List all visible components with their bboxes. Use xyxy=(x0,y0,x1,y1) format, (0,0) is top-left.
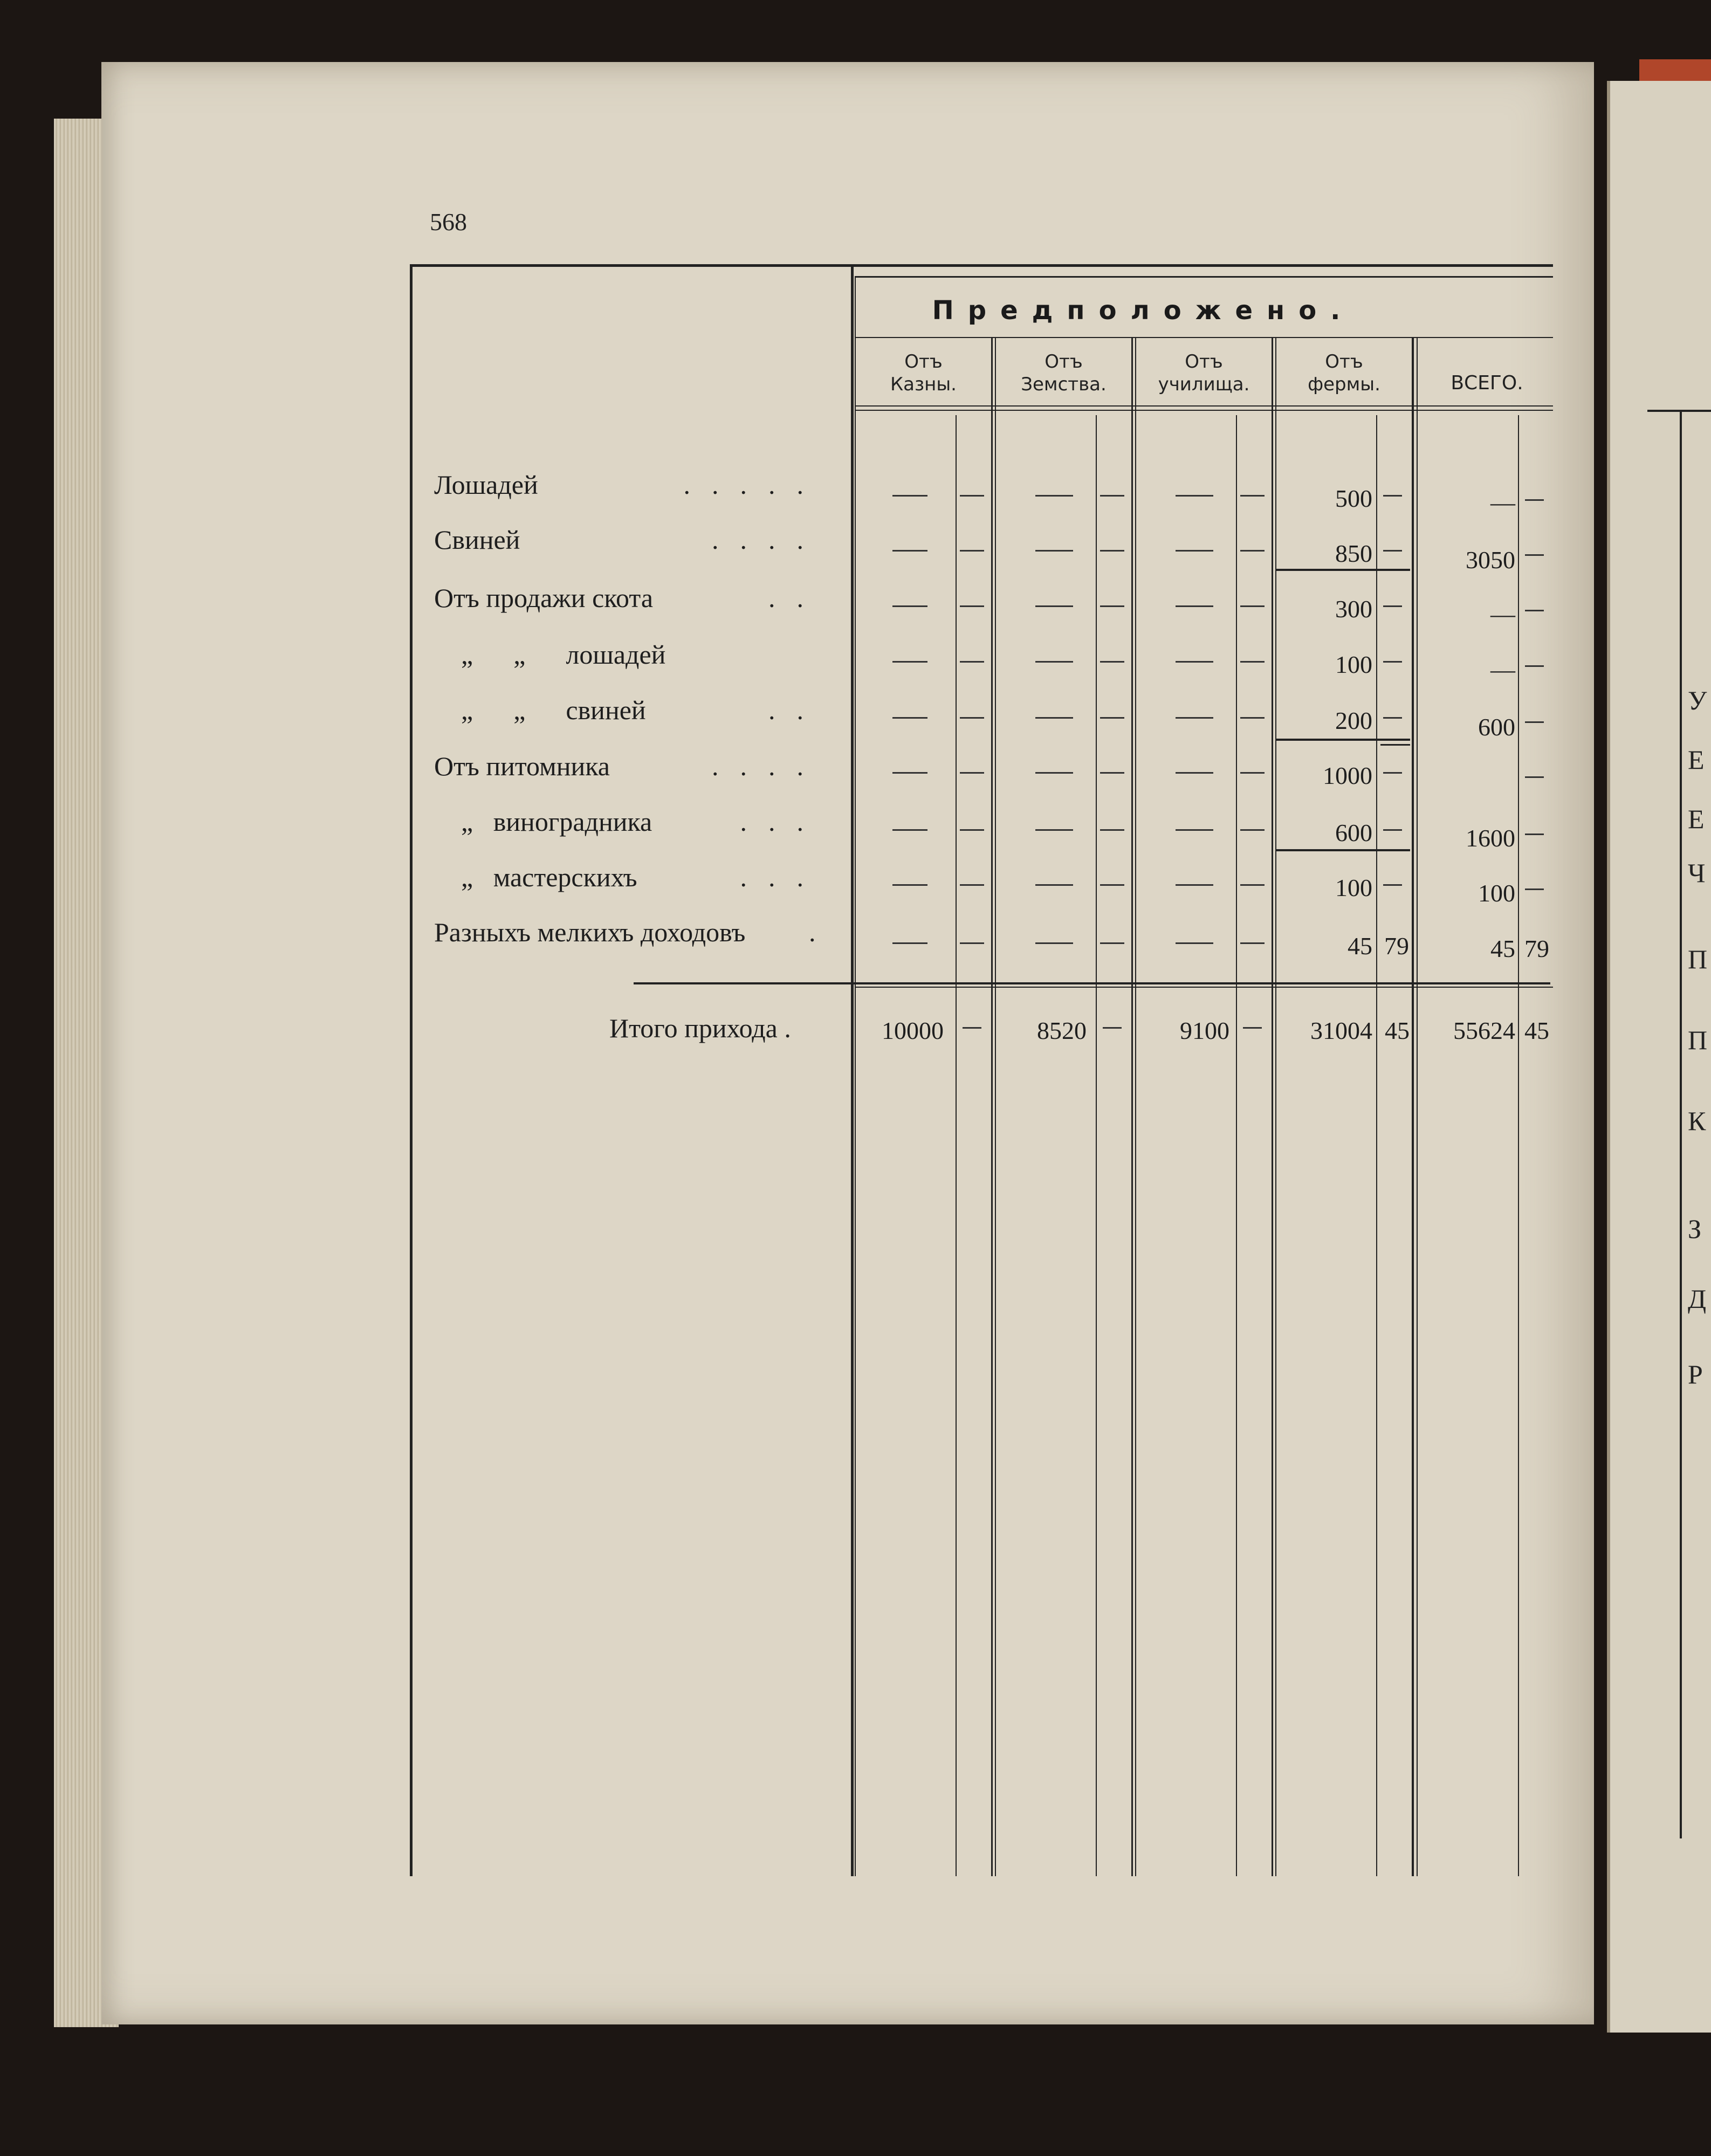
col-rule xyxy=(991,337,993,1876)
empty-cell-dash xyxy=(1240,772,1265,774)
total-all-kopeck: 45 xyxy=(1524,1017,1549,1044)
table-top-inner-rule xyxy=(855,276,1553,278)
subtotal-rule xyxy=(1275,569,1410,571)
empty-cell-dash xyxy=(1240,884,1265,886)
empty-cell-dash xyxy=(1176,717,1213,719)
empty-cell-dash xyxy=(960,495,984,497)
empty-cell-dash xyxy=(1035,605,1073,607)
empty-cell-dash xyxy=(1383,495,1402,497)
kopeck-rule xyxy=(956,415,957,1876)
empty-cell-dash xyxy=(1176,605,1213,607)
row-label: „ мастерскихъ xyxy=(461,862,637,892)
right-page-letter: Р xyxy=(1688,1359,1703,1389)
empty-cell-dash xyxy=(1240,495,1265,497)
table-top-rule xyxy=(410,264,1553,267)
total-all: 55624 xyxy=(1453,1017,1515,1044)
leader-dots: .... xyxy=(712,751,825,781)
empty-cell-dash xyxy=(1525,888,1544,890)
cell-ferm: 1000 xyxy=(1323,762,1372,789)
right-page-letter: Е xyxy=(1688,745,1705,775)
empty-cell-dash xyxy=(1383,661,1402,663)
right-page-letter: Ч xyxy=(1688,858,1706,888)
empty-cell-dash xyxy=(1035,717,1073,719)
empty-cell-dash xyxy=(1176,661,1213,663)
empty-cell-dash xyxy=(1176,772,1213,774)
total-ferm: 31004 xyxy=(1310,1017,1372,1044)
cell-ferm: 300 xyxy=(1335,595,1372,623)
empty-cell-dash xyxy=(1176,942,1213,944)
row-label: Свиней xyxy=(434,525,520,555)
col-rule xyxy=(1417,337,1418,1876)
kopeck-rule xyxy=(1096,415,1097,1876)
row-label: Отъ продажи скота xyxy=(434,583,654,613)
empty-cell-dash xyxy=(892,772,927,774)
empty-cell-dash xyxy=(1035,942,1073,944)
total-label: Итого прихода . xyxy=(609,1013,791,1043)
row-label: Отъ питомника xyxy=(434,751,610,781)
empty-cell-dash xyxy=(960,829,984,831)
empty-cell-dash xyxy=(892,495,927,497)
empty-cell-dash xyxy=(892,717,927,719)
right-page-letter: У xyxy=(1688,685,1707,715)
empty-cell-dash xyxy=(1383,829,1402,831)
cell-ferm-kopeck: 79 xyxy=(1384,932,1409,960)
empty-cell-dash xyxy=(1035,495,1073,497)
empty-cell-dash xyxy=(892,942,927,944)
table-label-rule xyxy=(851,264,854,1876)
column-header-zemstvo: Отъ Земства. xyxy=(1021,351,1107,395)
empty-cell-dash xyxy=(960,717,984,719)
total-zemstvo: 8520 xyxy=(1037,1017,1087,1044)
cell-total: 100 xyxy=(1478,879,1515,907)
empty-cell-dash xyxy=(1525,499,1544,501)
right-page-letter: Д xyxy=(1688,1284,1707,1314)
empty-cell-dash xyxy=(892,884,927,886)
empty-cell-dash xyxy=(1240,605,1265,607)
empty-cell-dash xyxy=(1035,550,1073,552)
empty-cell-dash xyxy=(963,1027,981,1029)
empty-cell-dash xyxy=(1240,942,1265,944)
row-label: „ „ лошадей xyxy=(461,639,666,670)
empty-cell-dash xyxy=(892,829,927,831)
right-page-rule xyxy=(1647,410,1711,412)
empty-cell-dash xyxy=(960,942,984,944)
cell-total: — xyxy=(1490,656,1515,683)
empty-cell-dash xyxy=(1383,605,1402,607)
table-label-rule-2 xyxy=(855,276,856,1876)
empty-cell-dash xyxy=(1525,665,1544,667)
empty-cell-dash xyxy=(1100,829,1124,831)
empty-cell-dash xyxy=(1525,554,1544,556)
empty-cell-dash xyxy=(1100,772,1124,774)
cell-total: — xyxy=(1490,600,1515,628)
table-title: Предположено. xyxy=(932,295,1355,326)
total-rule xyxy=(634,982,1550,984)
empty-cell-dash xyxy=(1035,829,1073,831)
empty-cell-dash xyxy=(1100,942,1124,944)
empty-cell-dash xyxy=(1100,884,1124,886)
row-label: „ виноградника xyxy=(461,807,652,837)
cell-ferm: 850 xyxy=(1335,540,1372,567)
column-header-total: ВСЕГО. xyxy=(1451,372,1523,394)
cell-total: — xyxy=(1490,488,1515,516)
col-rule xyxy=(1412,337,1414,1876)
empty-cell-dash xyxy=(1176,829,1213,831)
empty-cell-dash xyxy=(1176,884,1213,886)
leader-dots: ..... xyxy=(683,470,825,500)
empty-cell-dash xyxy=(1240,829,1265,831)
empty-cell-dash xyxy=(960,884,984,886)
empty-cell-dash xyxy=(1176,550,1213,552)
empty-cell-dash xyxy=(960,550,984,552)
cell-total: 3050 xyxy=(1466,546,1515,574)
cell-ferm: 500 xyxy=(1335,485,1372,512)
empty-cell-dash xyxy=(1240,661,1265,663)
col-rule xyxy=(1131,337,1133,1876)
col-rule xyxy=(995,337,996,1876)
right-page-letter: К xyxy=(1688,1106,1706,1136)
total-rule-2 xyxy=(855,987,1553,988)
row-label: Лошадей xyxy=(434,470,538,500)
empty-cell-dash xyxy=(1383,884,1402,886)
empty-cell-dash xyxy=(1525,776,1544,778)
subtotal-rule xyxy=(1275,849,1410,851)
leader-dots: .... xyxy=(712,525,825,555)
cell-total-kopeck: 79 xyxy=(1524,935,1549,962)
leader-dots: ... xyxy=(740,807,825,837)
subtotal-rule xyxy=(1275,739,1410,741)
right-page-letter: П xyxy=(1688,1025,1708,1055)
column-header-kazna: Отъ Казны. xyxy=(890,351,957,395)
empty-cell-dash xyxy=(1100,605,1124,607)
cell-total: 45 xyxy=(1490,935,1515,962)
right-page-letter: П xyxy=(1688,944,1708,974)
right-page-letter: З xyxy=(1688,1214,1702,1244)
empty-cell-dash xyxy=(1240,717,1265,719)
table-left-rule xyxy=(410,264,413,1876)
empty-cell-dash xyxy=(1103,1027,1122,1029)
empty-cell-dash xyxy=(1525,834,1544,835)
empty-cell-dash xyxy=(1035,884,1073,886)
leader-dots: . xyxy=(809,917,837,947)
empty-cell-dash xyxy=(1525,721,1544,723)
cell-ferm: 100 xyxy=(1335,874,1372,901)
row-label: Разныхъ мелкихъ доходовъ xyxy=(434,917,746,947)
col-rule xyxy=(1272,337,1273,1876)
right-page-vrule xyxy=(1680,410,1682,1838)
leader-dots: .. xyxy=(768,695,825,725)
empty-cell-dash xyxy=(1035,661,1073,663)
cell-total: 1600 xyxy=(1466,824,1515,852)
kopeck-rule xyxy=(1236,415,1237,1876)
empty-cell-dash xyxy=(960,605,984,607)
empty-cell-dash xyxy=(1383,717,1402,719)
cell-ferm: 45 xyxy=(1348,932,1372,960)
total-kazna: 10000 xyxy=(882,1017,944,1044)
empty-cell-dash xyxy=(892,661,927,663)
empty-cell-dash xyxy=(892,550,927,552)
page-number: 568 xyxy=(430,208,467,236)
empty-cell-dash xyxy=(892,605,927,607)
empty-cell-dash xyxy=(1100,717,1124,719)
empty-cell-dash xyxy=(1100,550,1124,552)
row-label: „ „ свиней xyxy=(461,695,646,725)
kopeck-rule xyxy=(1518,415,1519,1876)
column-header-ferm: Отъ фермы. xyxy=(1308,351,1380,395)
header-bottom-rule xyxy=(855,405,1553,407)
header-rule xyxy=(855,337,1553,338)
kopeck-rule xyxy=(1376,415,1377,1876)
subtotal-rule xyxy=(1380,744,1410,746)
empty-cell-dash xyxy=(1525,610,1544,611)
leader-dots: ... xyxy=(740,862,825,892)
cell-ferm: 600 xyxy=(1335,819,1372,846)
empty-cell-dash xyxy=(1383,772,1402,774)
cell-ferm: 200 xyxy=(1335,707,1372,734)
col-rule xyxy=(1275,337,1276,1876)
column-header-uchilishche: Отъ училища. xyxy=(1158,351,1250,395)
col-rule xyxy=(1135,337,1136,1876)
empty-cell-dash xyxy=(1243,1027,1262,1029)
right-page-letter: Е xyxy=(1688,804,1705,834)
empty-cell-dash xyxy=(1100,661,1124,663)
empty-cell-dash xyxy=(1100,495,1124,497)
empty-cell-dash xyxy=(960,661,984,663)
total-uchilishche: 9100 xyxy=(1180,1017,1229,1044)
empty-cell-dash xyxy=(1176,495,1213,497)
cell-total: 600 xyxy=(1478,713,1515,741)
empty-cell-dash xyxy=(1383,550,1402,552)
cell-ferm: 100 xyxy=(1335,651,1372,678)
empty-cell-dash xyxy=(1240,550,1265,552)
total-ferm-kopeck: 45 xyxy=(1385,1017,1410,1044)
header-bottom-rule-2 xyxy=(855,410,1553,411)
leader-dots: .. xyxy=(768,583,825,613)
empty-cell-dash xyxy=(960,772,984,774)
right-page xyxy=(1607,81,1711,2033)
empty-cell-dash xyxy=(1035,772,1073,774)
